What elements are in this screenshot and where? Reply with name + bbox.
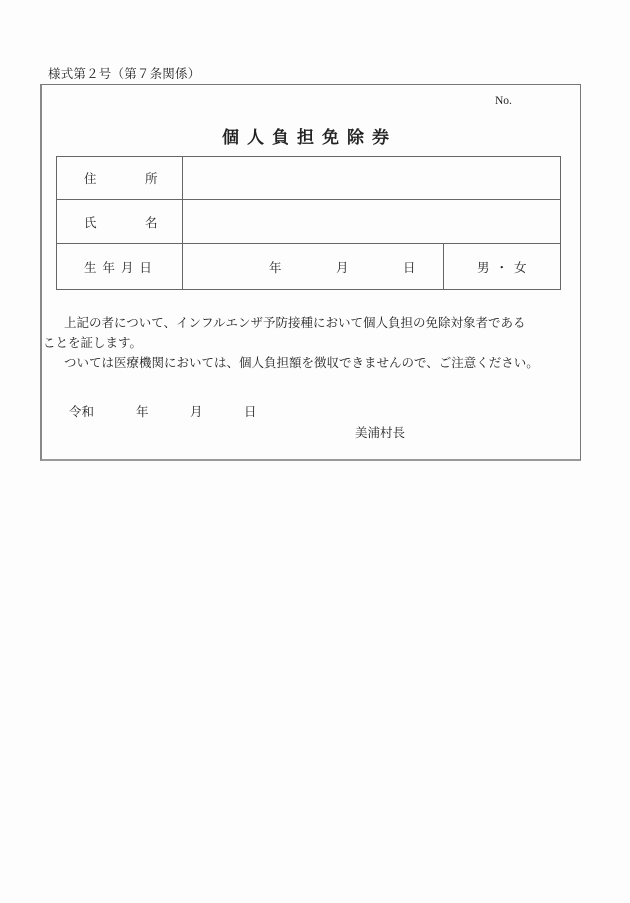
birth-day-unit: 日 [403, 259, 416, 275]
recipient-info-table [56, 156, 561, 290]
certificate-number-label: No. [495, 95, 512, 107]
address-label-left: 住 [84, 171, 97, 186]
name-label [57, 200, 183, 243]
birth-month-unit: 月 [336, 259, 349, 275]
birthdate-field[interactable] [183, 244, 444, 289]
address-label-right: 所 [145, 171, 158, 186]
issuer-name: 美浦村長 [355, 425, 406, 440]
birth-year-unit: 年 [269, 259, 282, 275]
name-label-left: 氏 [84, 214, 97, 230]
issue-date-era: 令和 [69, 404, 95, 419]
address-label [57, 157, 183, 199]
birthdate-row [57, 244, 560, 289]
address-field[interactable] [183, 157, 560, 199]
sex-selector[interactable] [444, 244, 560, 289]
document-title: 個人負担免除券 [222, 128, 397, 148]
body-paragraph-1-line-1: 上記の者について、インフルエンザ予防接種において個人負担の免除対象者である [64, 315, 526, 330]
birthdate-label [57, 244, 183, 289]
sex-options: 男 ・ 女 [477, 259, 528, 275]
name-field[interactable] [183, 200, 560, 243]
issue-date-month-unit: 月 [190, 404, 203, 419]
name-label-right: 名 [145, 214, 158, 230]
name-row [57, 200, 560, 244]
address-row [57, 157, 560, 200]
body-paragraph-2: ついては医療機関においては、個人負担額を徴収できませんので、ご注意ください。 [64, 355, 539, 370]
issue-date-year-unit: 年 [136, 404, 149, 419]
certificate-body [43, 313, 578, 381]
issue-date-day-unit: 日 [244, 404, 257, 419]
birthdate-label-text: 生 年 月 日 [84, 259, 153, 275]
body-paragraph-1-line-2: ことを証します。 [43, 335, 143, 350]
form-number: 様式第２号（第７条関係） [48, 66, 201, 81]
